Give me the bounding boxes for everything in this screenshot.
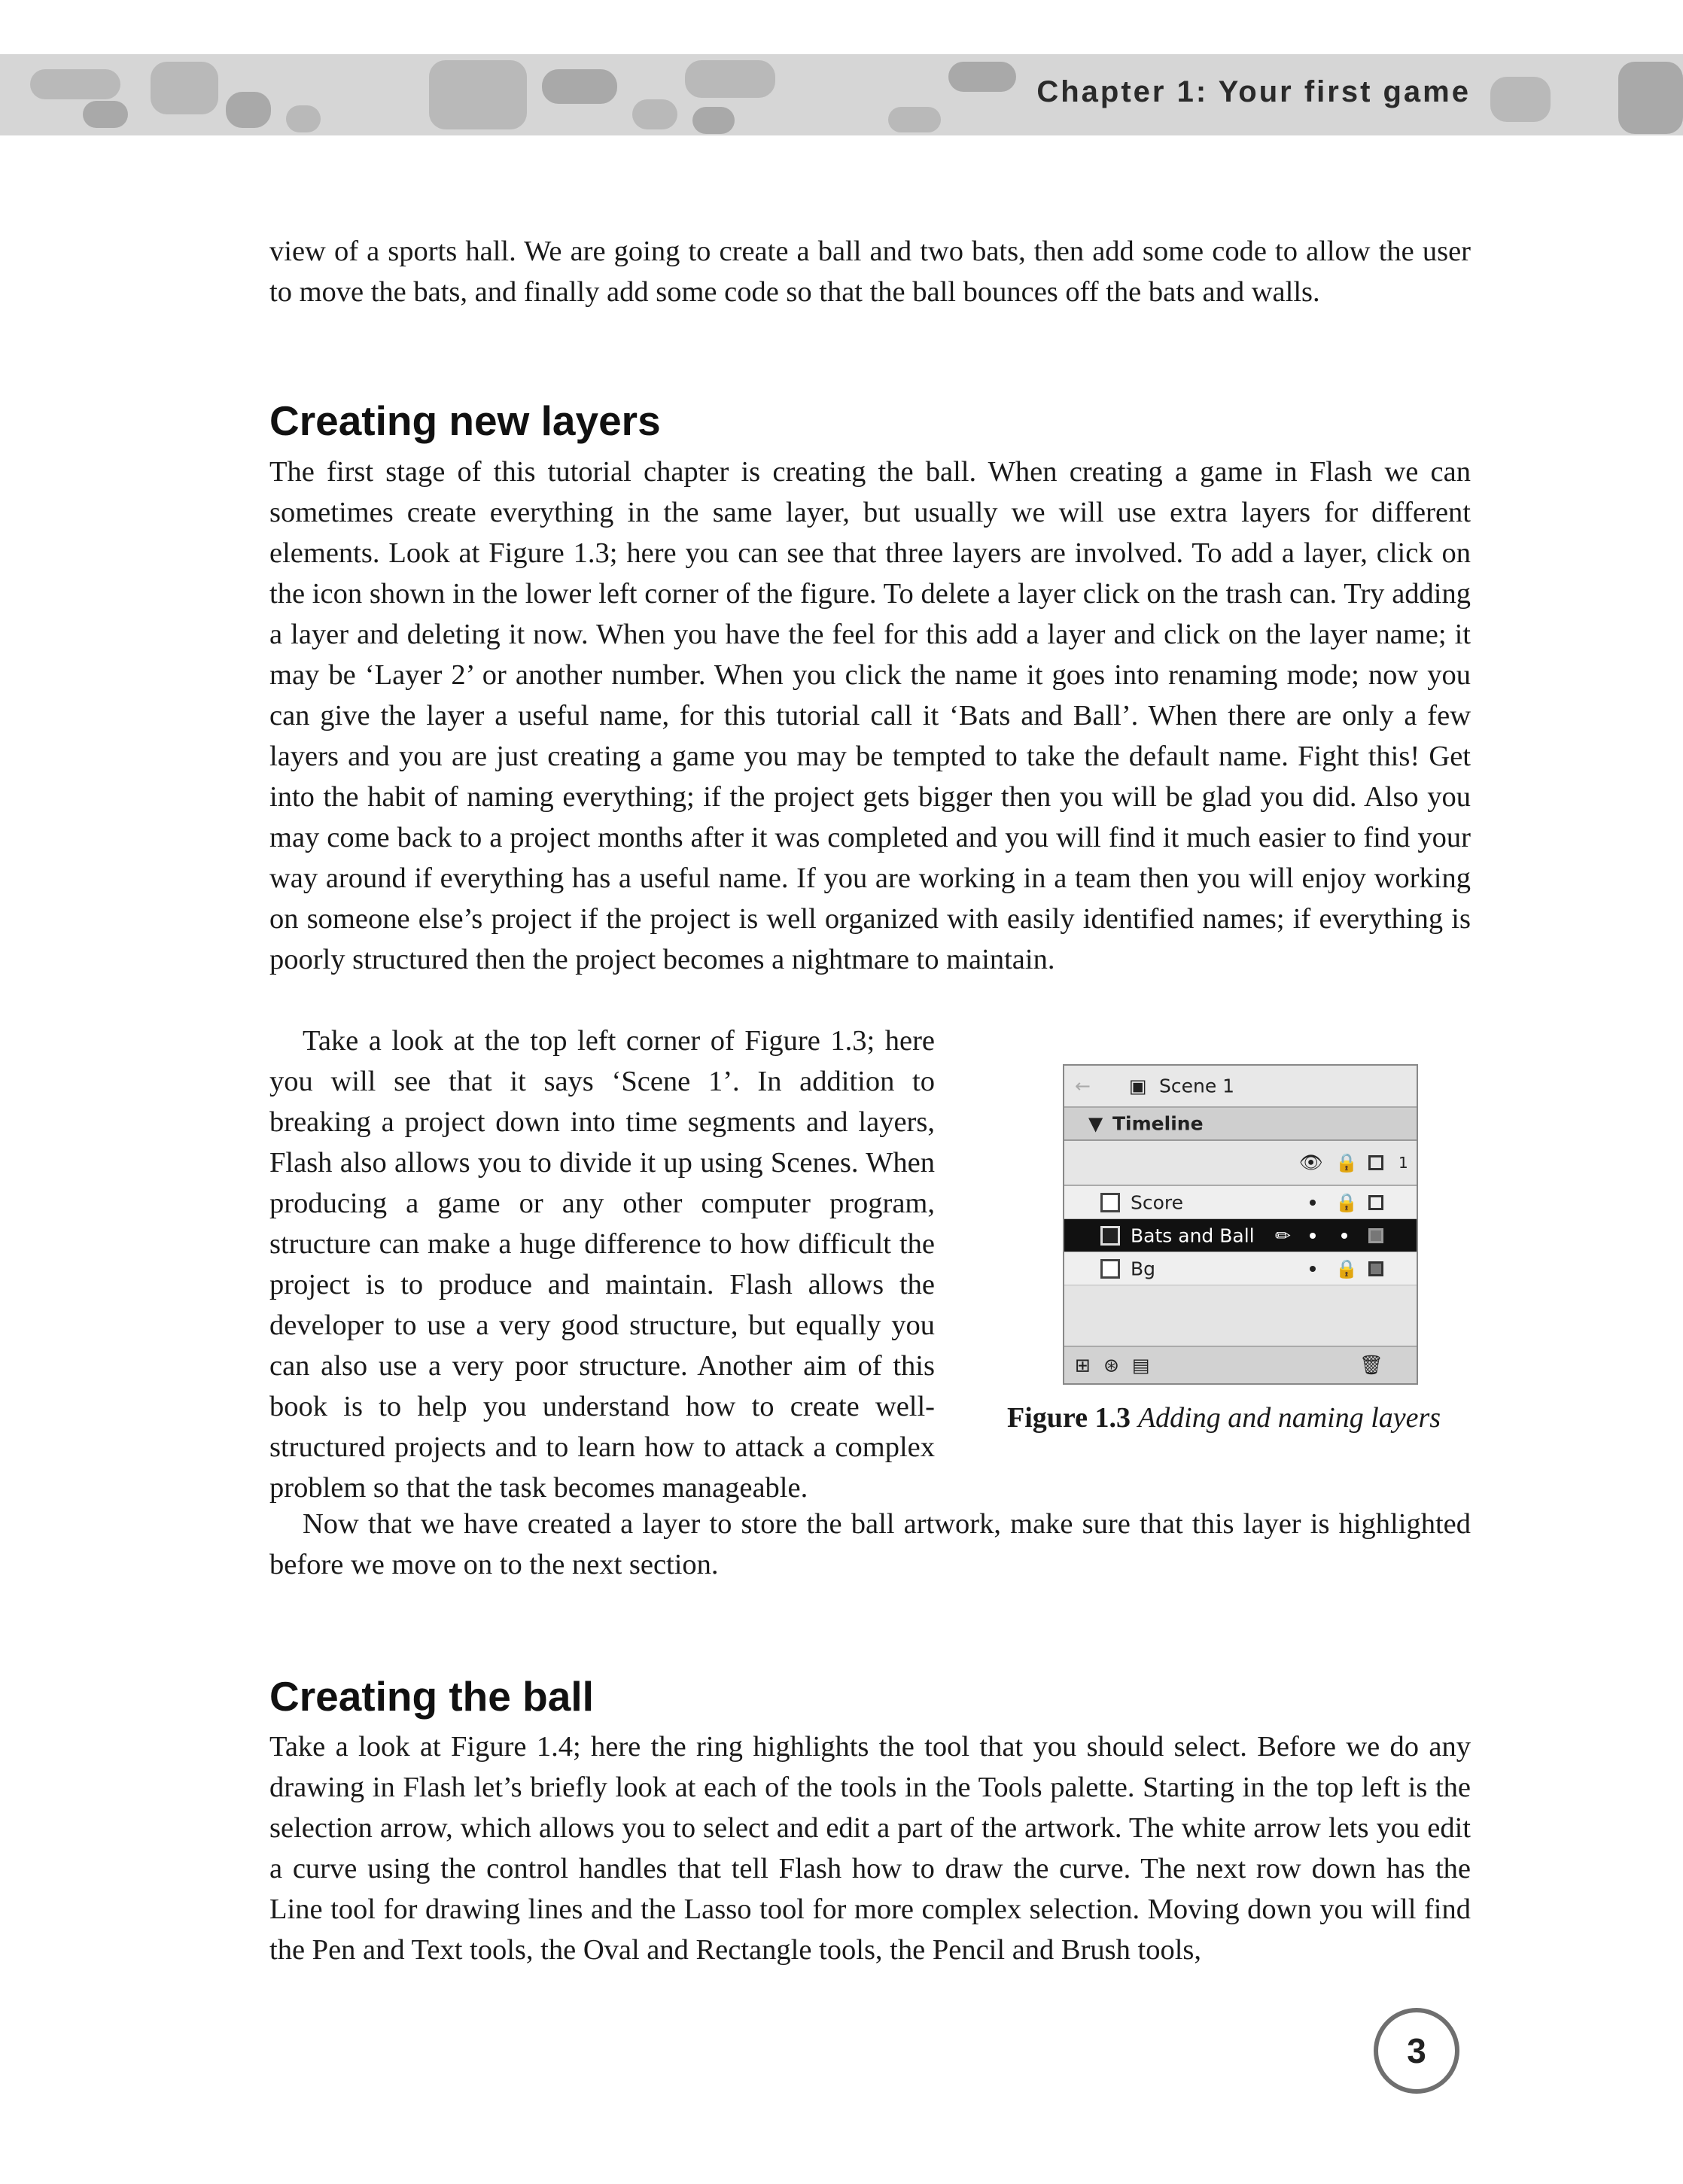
header-decoration (1618, 62, 1683, 134)
body-paragraph: The first stage of this tutorial chapter is creating the ball. When creating a game in Flash we can sometimes create everything in the same layer, but usually we will use extra layers for different elements. Look at Figure 1.3; here you can see that three layers are involved. To add a layer, click on the icon shown in the lower left corner of the figure. To delete a layer click on the trash can. Try adding a layer and deleting it now. When you have the feel for this add a layer and click on the layer name; it may be ‘Layer 2’ or another number. When you click the name it goes into renaming mode; now you can give the layer a useful name, for this tutorial call it ‘Bats and Ball’. When there are only a few layers and you are just creating a game you may be tempted to take the default name. Fight this! Get into the habit of naming everything; if the project gets bigger then you will be glad you did. Also you may come back to a project months after it was completed and you will find it much easier to find your way around if everything has a useful name. If you are working in a team then you will enjoy working on someone else’s project if the project is well organized with easily identified names; if everything is poorly structured then the project becomes a nightmare to maintain. (269, 456, 1471, 975)
figure-caption-text: Adding and naming layers (1137, 1402, 1441, 1434)
header-decoration (226, 92, 271, 128)
layer-row-bats-and-ball[interactable] (1064, 1219, 1417, 1252)
outline-icon[interactable] (1368, 1155, 1383, 1170)
timeline-header[interactable] (1064, 1108, 1417, 1141)
layer-column-icons (1064, 1141, 1417, 1186)
visibility-dot[interactable] (1310, 1200, 1316, 1206)
outline-square[interactable] (1368, 1228, 1383, 1243)
layer-name[interactable]: Score (1131, 1191, 1184, 1213)
pencil-icon: ✏ (1275, 1224, 1291, 1246)
layer-row-bg[interactable] (1064, 1252, 1417, 1285)
add-layer-icon[interactable]: ⊞ (1075, 1354, 1091, 1376)
outline-square[interactable] (1368, 1261, 1383, 1276)
lock-icon[interactable]: 🔒 (1335, 1152, 1358, 1173)
scene-bar (1064, 1066, 1417, 1108)
chapter-title: Chapter 1: Your first game (1036, 75, 1471, 108)
lock-icon[interactable]: 🔒 (1335, 1191, 1358, 1213)
visibility-dot[interactable] (1310, 1266, 1316, 1272)
figure-caption-number: Figure 1.3 (1007, 1402, 1131, 1434)
section-heading-creating-the-ball: Creating the ball (269, 1673, 594, 1720)
lock-icon[interactable]: 🔒 (1335, 1258, 1358, 1279)
layer-name[interactable]: Bg (1131, 1258, 1156, 1279)
expand-triangle-icon[interactable]: ▼ (1088, 1112, 1103, 1135)
header-decoration (151, 62, 218, 114)
header-decoration (429, 60, 527, 129)
body-paragraph: Now that we have created a layer to store the ball artwork, make sure that this layer is highlighted before we move on to the next section. (269, 1508, 1471, 1580)
layer-icon (1100, 1193, 1120, 1212)
layer-empty-area (1064, 1285, 1417, 1346)
intro-paragraph: view of a sports hall. We are going to create a ball and two bats, then add some code to allow the user to move the bats, and finally add some code so that the ball bounces off the bats and walls. (269, 236, 1471, 308)
layer-row-score[interactable] (1064, 1186, 1417, 1219)
header-decoration (542, 69, 617, 104)
header-decoration (685, 60, 775, 98)
figure-timeline-panel (1063, 1064, 1418, 1385)
layer-name[interactable]: Bats and Ball (1131, 1224, 1255, 1246)
visibility-dot[interactable] (1310, 1233, 1316, 1239)
header-decoration (30, 69, 120, 99)
header-decoration (632, 99, 677, 129)
clapper-icon: ▣ (1129, 1075, 1147, 1097)
body-paragraph: Take a look at the top left corner of Figure 1.3; here you will see that it says ‘Scene 1’. In addition to breaking a project down into time segments and layers, Flash also allows you to divide it up using Scenes. When producing a game or any other computer program, structure can make a huge difference to how difficult the project is to produce and maintain. Flash allows the developer to use a very good structure, but equally you can also use a very poor structure. Another aim of this book is to help you understand how to create well-structured projects and to learn how to attack a complex problem so that the task becomes manageable. (269, 1025, 935, 1504)
outline-square[interactable] (1368, 1195, 1383, 1210)
section-heading-creating-new-layers: Creating new layers (269, 397, 661, 444)
back-arrow-icon[interactable]: ← (1075, 1075, 1091, 1097)
header-decoration (1490, 77, 1551, 122)
timeline-label: Timeline (1112, 1112, 1204, 1135)
header-decoration (83, 101, 128, 128)
add-folder-icon[interactable]: ▤ (1132, 1354, 1150, 1376)
body-paragraph: Take a look at Figure 1.4; here the ring highlights the tool that you should select. Before we do any drawing in Flash let’s briefly look at each of the tools in the Tools palette. Starting in the top left is the selection arrow, which allows you to select and edit a part of the artwork. The white arrow lets you edit a curve using the control handles that tell Flash how to draw the curve. The next row down has the Line tool for drawing lines and the Lasso tool for more complex selection. Moving down you will find the Pen and Text tools, the Oval and Rectangle tools, the Pencil and Brush tools, (269, 1731, 1471, 1966)
add-guide-layer-icon[interactable]: ⊛ (1103, 1354, 1119, 1376)
trash-can-icon[interactable]: 🗑 (1359, 1354, 1383, 1376)
layer-icon (1100, 1226, 1120, 1246)
header-decoration (948, 62, 1016, 92)
frame-number: 1 (1398, 1154, 1408, 1172)
header-decoration (888, 107, 941, 132)
header-decoration (286, 105, 321, 132)
page-number: 3 (1374, 2008, 1459, 2094)
header-decoration (692, 107, 735, 134)
layer-icon (1100, 1259, 1120, 1279)
scene-label[interactable]: Scene 1 (1159, 1075, 1235, 1097)
lock-dot[interactable] (1341, 1233, 1347, 1239)
layer-toolbar (1064, 1346, 1417, 1383)
eye-icon[interactable]: 👁 (1299, 1151, 1323, 1173)
figure-caption (1007, 1401, 1441, 1434)
